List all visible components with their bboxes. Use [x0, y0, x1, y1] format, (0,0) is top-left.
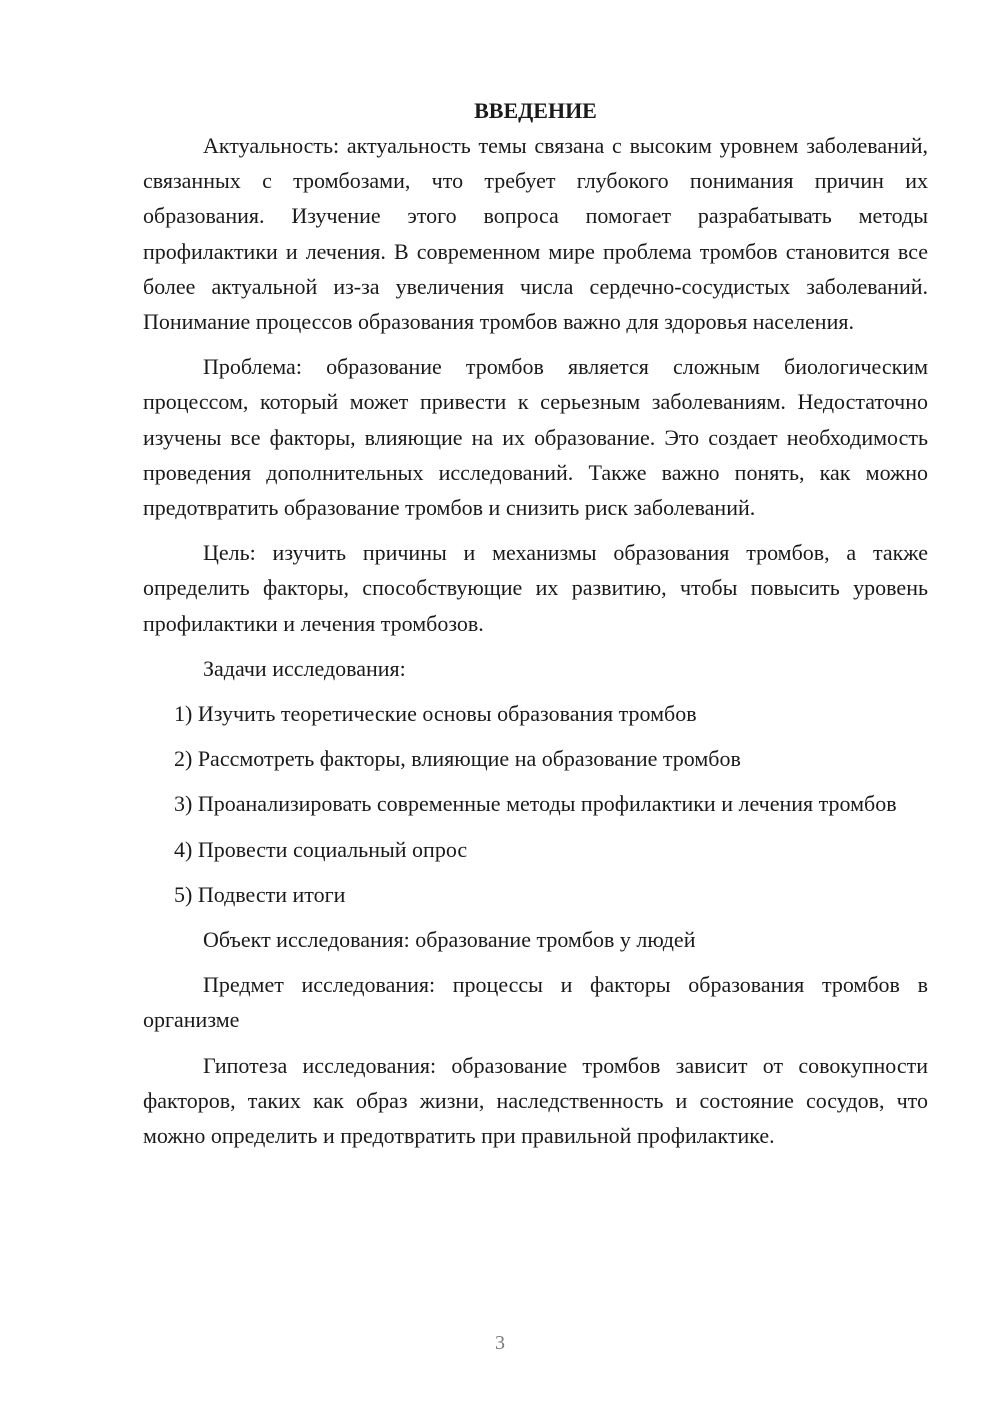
hypothesis-paragraph: Гипотеза исследования: образование тромбов зависит от совокупности факторов, таких как образ жизни, наследственность и состояние сосудов, что можно определить и предотвратить при правильной профилактике. [143, 1052, 928, 1149]
task-item: 4) Провести социальный опрос [174, 836, 468, 862]
object-paragraph: Объект исследования: образование тромбов у людей [203, 927, 696, 953]
subject-paragraph: Предмет исследования: процессы и факторы образования тромбов в организме [143, 972, 928, 1033]
document-page [143, 93, 928, 1163]
task-item: 1) Изучить теоретические основы образования тромбов [174, 701, 697, 727]
task-item: 5) Подвести итоги [174, 881, 346, 907]
task-item: 3) Проанализировать современные методы профилактики и лечения тромбов [174, 791, 897, 817]
tasks-heading: Задачи исследования: [203, 655, 406, 681]
page-number: 3 [495, 1332, 505, 1354]
relevance-paragraph: Актуальность: актуальность темы связана с высоким уровнем заболеваний, связанных с тромбозами, что требует глубокого понимания причин их образования. Изучение этого вопроса помогает разрабатывать методы профилактики и лечения. В современном мире проблема тромбов становится все более актуальной из-за увеличения числа сердечно-сосудистых заболеваний. Понимание процессов образования тромбов важно для здоровья населения. [143, 133, 928, 335]
section-title: ВВЕДЕНИЕ [474, 98, 597, 123]
goal-paragraph: Цель: изучить причины и механизмы образования тромбов, а также определить факторы, способствующие их развитию, чтобы повысить уровень профилактики и лечения тромбозов. [143, 540, 928, 636]
task-item: 2) Рассмотреть факторы, влияющие на образование тромбов [174, 746, 741, 772]
problem-paragraph: Проблема: образование тромбов является сложным биологическим процессом, который может привести к серьезным заболеваниям. Недостаточно изучены все факторы, влияющие на их образование. Это создает необходимость проведения дополнительных исследований. Также важно понять, как можно предотвратить образование тромбов и снизить риск заболеваний. [143, 354, 928, 521]
